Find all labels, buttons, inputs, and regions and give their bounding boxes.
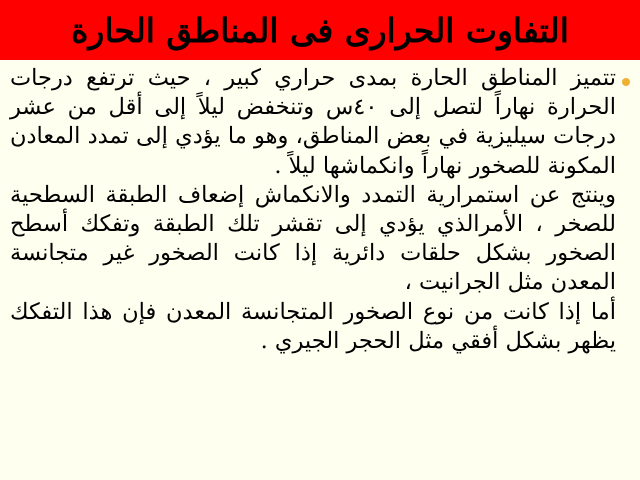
title-bar — [0, 0, 640, 60]
paragraph-temperature-range: تتميز المناطق الحارة بمدى حراري كبير ، حيث ترتفع درجات الحرارة نهاراً لتصل إلى ٤٠س وتنخفض ليلاً إلى أقل من عشر درجات سيليزية في بعض المناطق، وهو ما يؤدي إلى تمدد المعادن المكونة للصخور نهاراً وانكماشها ليلاً . — [10, 65, 616, 179]
paragraph-homogeneous-rocks: أما إذا كانت من نوع الصخور المتجانسة المعدن فإن هذا التفكك يظهر بشكل أفقي مثل الحجر الجيري . — [10, 298, 616, 354]
slide-title: التفاوت الحرارى فى المناطق الحارة — [71, 10, 569, 50]
slide-body — [10, 64, 616, 356]
bullet-dot-icon — [622, 78, 630, 86]
paragraph-expansion-contraction: وينتج عن استمرارية التمدد والانكماش إضعاف الطبقة السطحية للصخر ، الأمرالذي يؤدي إلى تقشر تلك الطبقة وتفكك أسطح الصخور بشكل حلقات دائرية إذا كانت الصخور غير متجانسة المعدن مثل الجرانيت ، — [10, 181, 616, 296]
